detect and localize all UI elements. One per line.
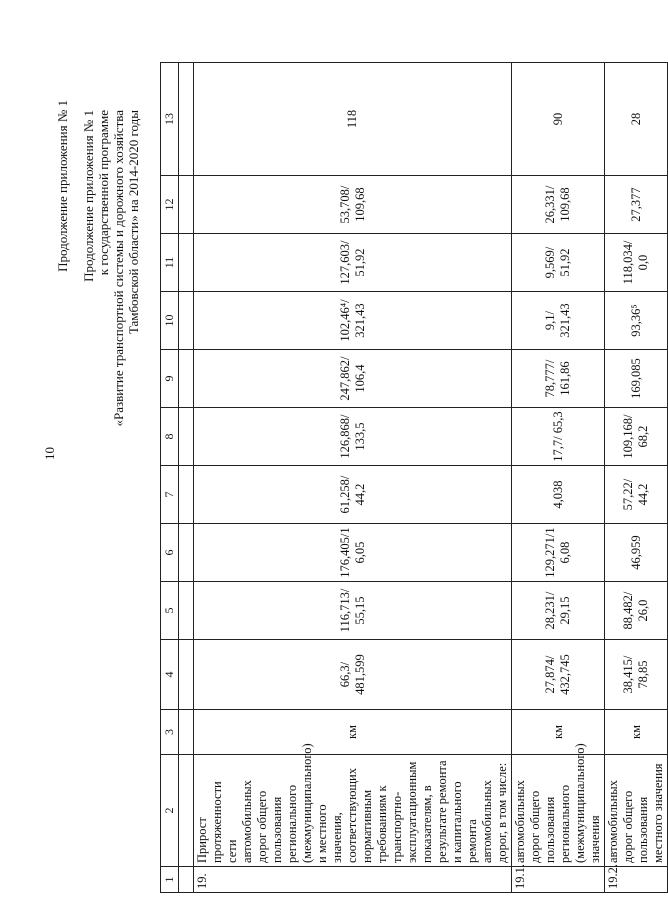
page-number: 10 xyxy=(42,447,57,460)
value-cell: 28 xyxy=(605,63,668,176)
table-cell xyxy=(179,234,194,292)
indicator-name: автомобильных дорог общего пользования регионального (межмуниципального) значения xyxy=(512,755,605,867)
value-cell: 90 xyxy=(512,63,605,176)
column-number: 6 xyxy=(161,524,179,582)
column-number: 1 xyxy=(161,867,179,893)
column-number-row xyxy=(161,63,179,893)
value-cell: 4,038 xyxy=(512,466,605,524)
column-number: 11 xyxy=(161,234,179,292)
column-number: 3 xyxy=(161,710,179,755)
value-cell: 118 xyxy=(194,63,512,176)
table-row xyxy=(179,63,194,893)
unit-cell: км xyxy=(194,710,512,755)
value-cell: 46,959 xyxy=(605,524,668,582)
header-line: Продолжение приложения № 1 xyxy=(81,110,96,282)
value-cell: 169,085 xyxy=(605,350,668,408)
header-line: «Развитие транспортной системы и дорожного хозяйства xyxy=(111,110,126,427)
value-cell: 126,868/ 133,5 xyxy=(194,408,512,466)
value-cell: 53,708/ 109,68 xyxy=(194,176,512,234)
table-cell xyxy=(179,582,194,640)
value-cell: 61,258/ 44,2 xyxy=(194,466,512,524)
table-cell xyxy=(179,350,194,408)
table-cell xyxy=(179,710,194,755)
table-cell xyxy=(179,640,194,710)
table-cell xyxy=(179,292,194,350)
value-cell: 27,874/ 432,745 xyxy=(512,640,605,710)
row-number: 19.2. xyxy=(605,867,668,893)
table-row xyxy=(512,63,605,893)
value-cell: 9,1/ 321,43 xyxy=(512,292,605,350)
value-cell: 9,569/ 51,92 xyxy=(512,234,605,292)
value-cell: 57,22/ 44,2 xyxy=(605,466,668,524)
column-number: 9 xyxy=(161,350,179,408)
column-number: 5 xyxy=(161,582,179,640)
indicators-table xyxy=(160,62,668,893)
table-cell xyxy=(179,176,194,234)
column-number: 7 xyxy=(161,466,179,524)
table-cell xyxy=(179,408,194,466)
indicator-name: Прирост протяженности сети автомобильных дорог общего пользования регионального (межмуниципального) и местного значения, соответствующих нормативным требованиям к транспортно-эксплуатационным показателям, в результате ремонта и капитального ремонта автомобильных дорог, в том числе: xyxy=(194,755,512,867)
indicator-name: автомобильных дорог общего пользования местного значения xyxy=(605,755,668,867)
value-cell: 88,482/ 26,0 xyxy=(605,582,668,640)
value-cell: 93,36⁵ xyxy=(605,292,668,350)
value-cell: 26,331/ 109,68 xyxy=(512,176,605,234)
table-row xyxy=(194,63,512,893)
value-cell: 27,377 xyxy=(605,176,668,234)
value-cell: 127,603/ 51,92 xyxy=(194,234,512,292)
value-cell: 129,271/1 6,08 xyxy=(512,524,605,582)
unit-cell: км xyxy=(512,710,605,755)
table-row xyxy=(605,63,668,893)
value-cell: 247,862/ 106,4 xyxy=(194,350,512,408)
table-cell xyxy=(179,63,194,176)
header-line: к государственной программе xyxy=(96,110,111,276)
value-cell: 28,231/ 29,15 xyxy=(512,582,605,640)
table-cell xyxy=(179,466,194,524)
value-cell: 102,46⁴/ 321,43 xyxy=(194,292,512,350)
value-cell: 176,405/1 6,05 xyxy=(194,524,512,582)
column-number: 2 xyxy=(161,755,179,867)
value-cell: 118,034/ 0,0 xyxy=(605,234,668,292)
row-number: 19.1. xyxy=(512,867,605,893)
value-cell: 116,713/ 55,15 xyxy=(194,582,512,640)
unit-cell: км xyxy=(605,710,668,755)
table-cell xyxy=(179,755,194,867)
column-number: 12 xyxy=(161,176,179,234)
header-line: Тамбовской области» на 2014-2020 годы xyxy=(126,110,141,335)
column-number: 8 xyxy=(161,408,179,466)
column-number: 13 xyxy=(161,63,179,176)
column-number: 4 xyxy=(161,640,179,710)
continuation-label: Продолжение приложения № 1 xyxy=(55,100,70,272)
value-cell: 78,777/ 161,86 xyxy=(512,350,605,408)
value-cell: 109,168/ 68,2 xyxy=(605,408,668,466)
program-header xyxy=(81,110,141,530)
value-cell: 66,3/ 481,599 xyxy=(194,640,512,710)
value-cell: 38,415/ 78,85 xyxy=(605,640,668,710)
row-number: 19. xyxy=(194,867,512,893)
value-cell: 17,7/ 65,3 xyxy=(512,408,605,466)
column-number: 10 xyxy=(161,292,179,350)
table-cell xyxy=(179,524,194,582)
table-cell xyxy=(179,867,194,893)
